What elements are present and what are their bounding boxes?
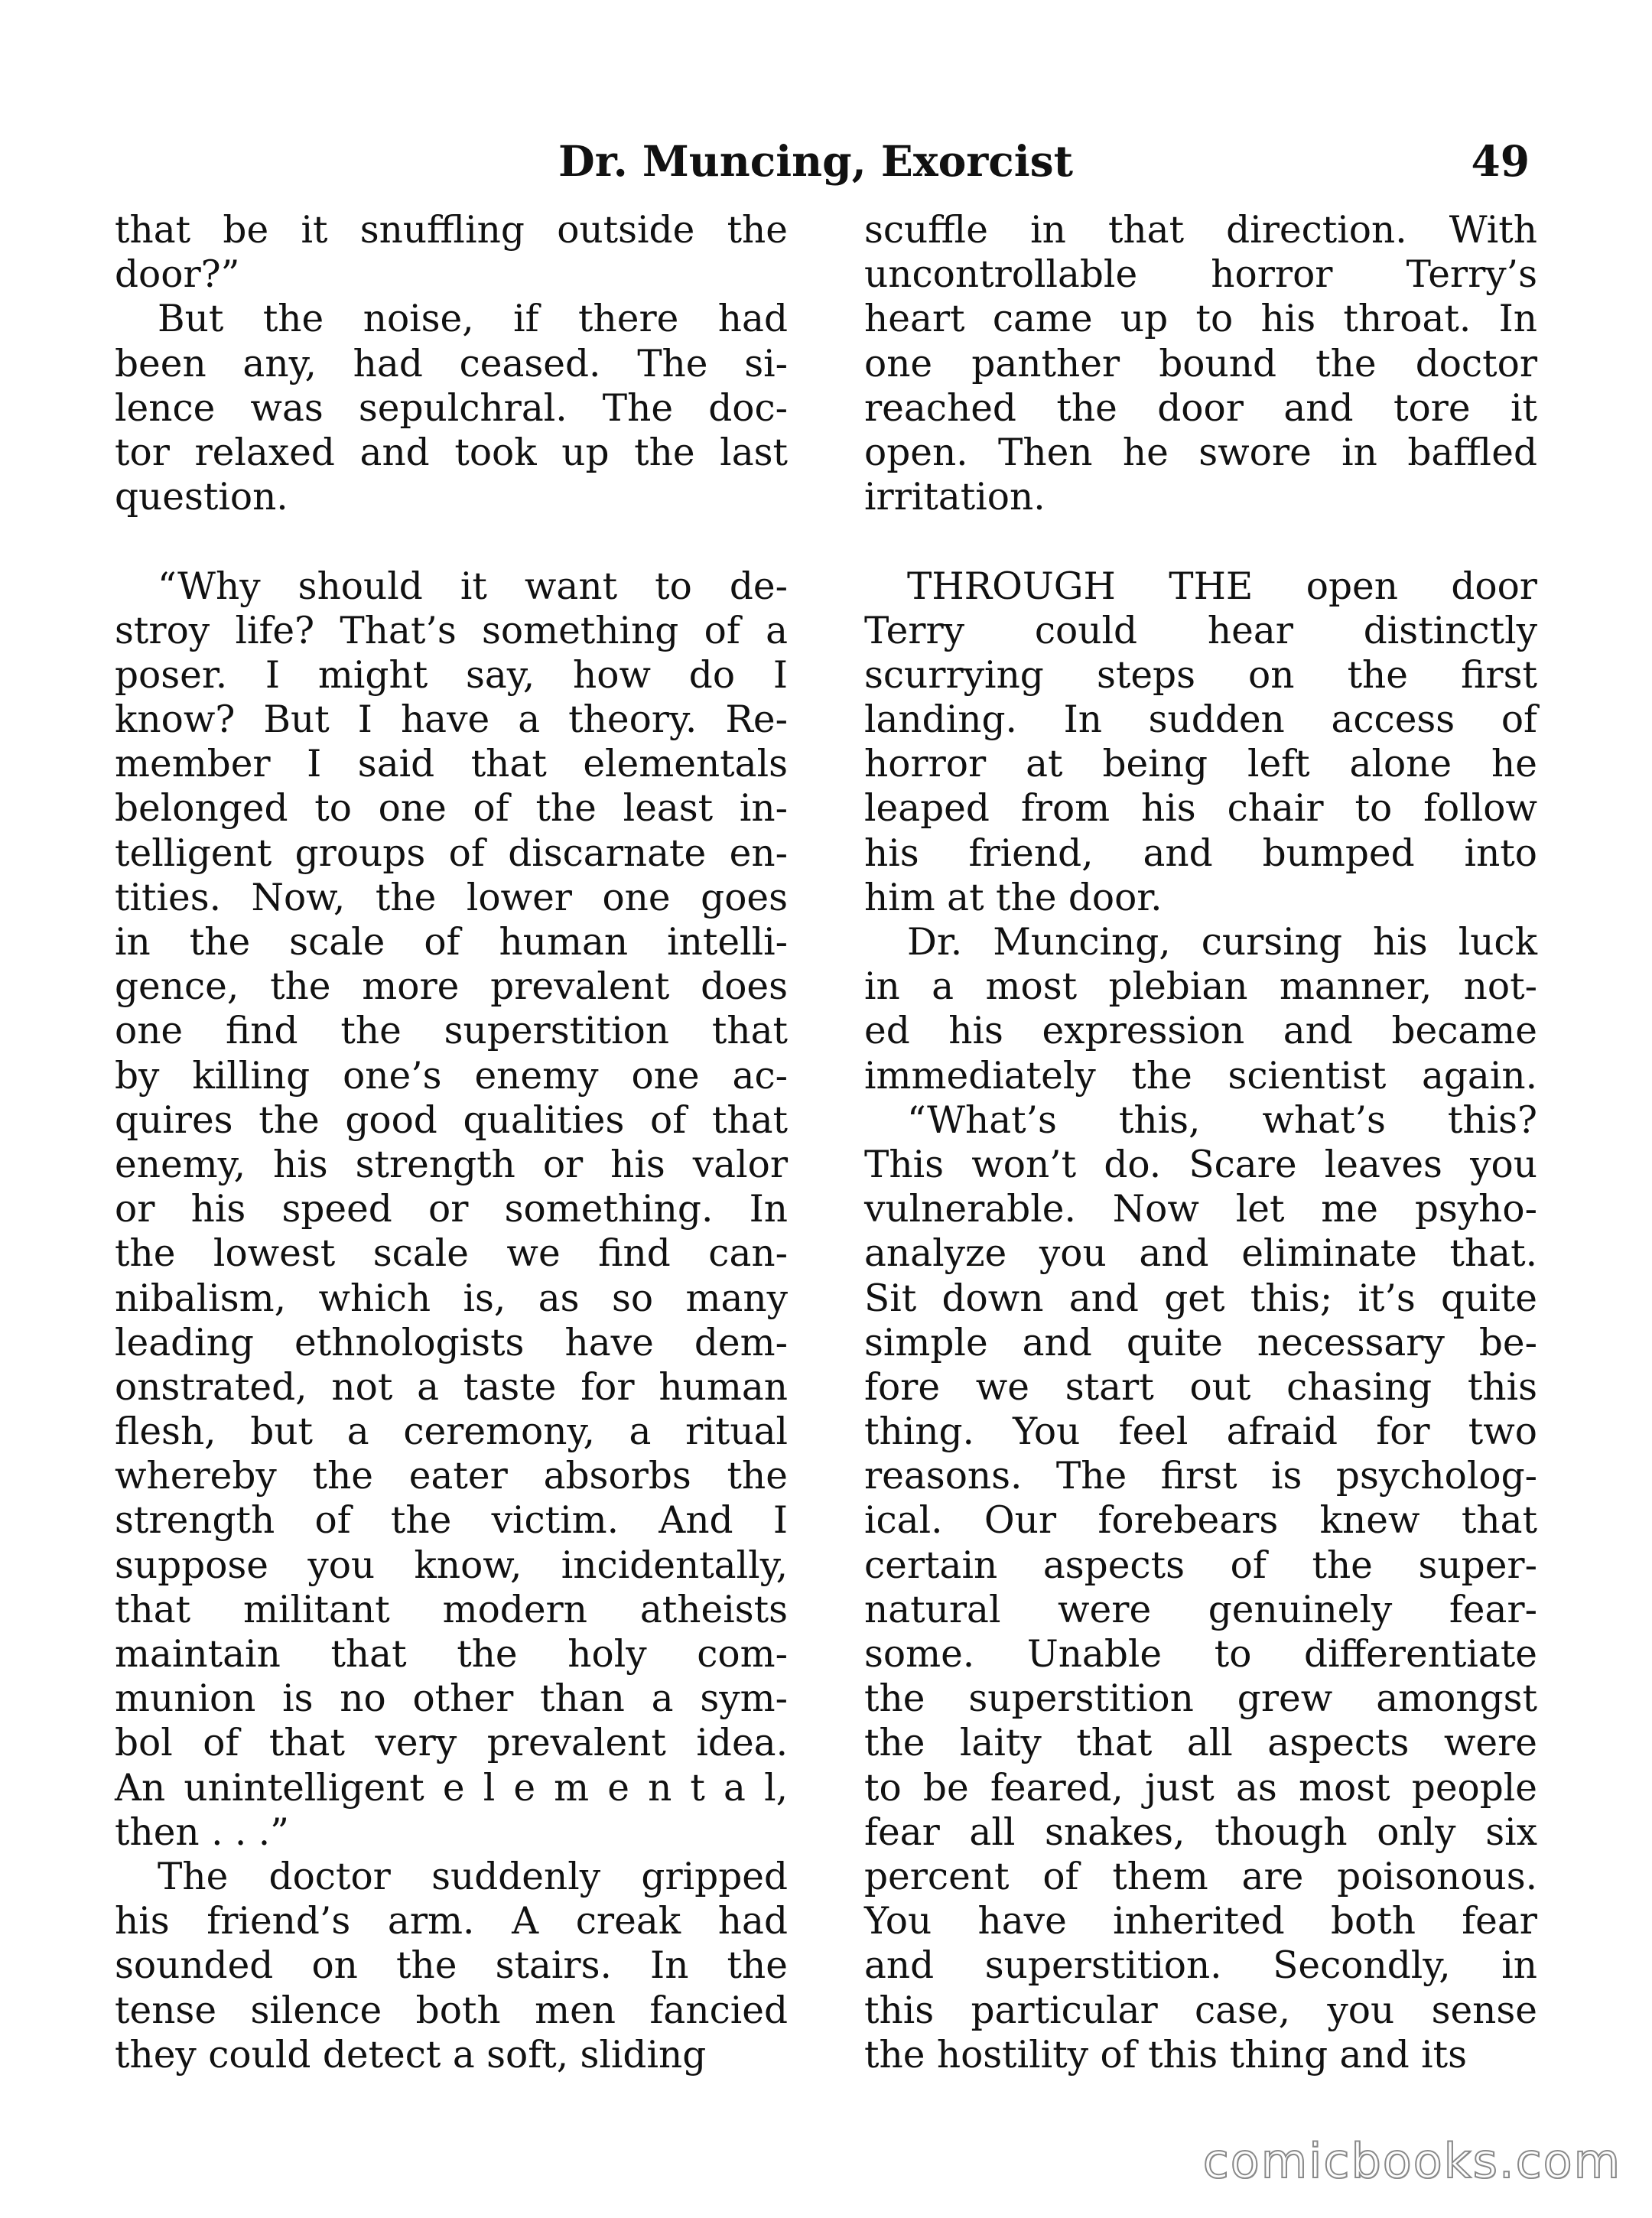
text-line: his friend, and bumped into (864, 831, 1537, 875)
text-line: Sit down and get this; it’s quite (864, 1276, 1537, 1320)
text-line: lence was sepulchral. The doc- (115, 386, 788, 430)
text-line: to be feared, just as most people (864, 1766, 1537, 1810)
text-line: Terry could hear distinctly (864, 609, 1537, 652)
text-line: tense silence both men fancied (115, 1989, 788, 2032)
text-line: “What’s this, what’s this? (907, 1098, 1537, 1142)
text-line: the hostility of this thing and its (864, 2033, 1468, 2077)
text-line: nibalism, which is, as so many (115, 1276, 788, 1320)
paragraph-gap (115, 519, 788, 564)
text-line: tities. Now, the lower one goes (115, 876, 788, 919)
text-line: The doctor suddenly gripped (158, 1855, 788, 1898)
text-line: poser. I might say, how do I (115, 653, 788, 697)
page-number: 49 (1471, 136, 1530, 186)
text-line: certain aspects of the super- (864, 1543, 1537, 1587)
text-line: thing. You feel afraid for two (864, 1410, 1537, 1454)
text-line: onstrated, not a taste for human (115, 1365, 788, 1409)
text-line: This won’t do. Scare leaves you (864, 1143, 1537, 1186)
text-line: quires the good qualities of that (115, 1098, 788, 1142)
text-line: him at the door. (864, 876, 1163, 919)
text-line: his friend’s arm. A creak had (115, 1900, 788, 1943)
text-line: “Why should it want to de- (158, 564, 788, 608)
watermark: comicbooks.com (1202, 2133, 1621, 2189)
text-line: fore we start out chasing this (864, 1365, 1537, 1409)
text-line: Dr. Muncing, cursing his luck (907, 921, 1537, 964)
text-line: immediately the scientist again. (864, 1054, 1537, 1098)
text-line: then . . .” (115, 1810, 289, 1854)
text-line: in the scale of human intelli- (115, 921, 788, 964)
text-line: suppose you know, incidentally, (115, 1543, 788, 1587)
text-line: uncontrollable horror Terry’s (864, 253, 1537, 297)
text-line: ical. Our forebears knew that (864, 1499, 1537, 1543)
text-line: munion is no other than a sym- (115, 1677, 788, 1721)
text-line: An unintelligent e l e m e n t a l, (115, 1766, 788, 1810)
text-line: leading ethnologists have dem- (115, 1321, 788, 1364)
text-line: horror at being left alone he (864, 743, 1537, 786)
running-header (0, 135, 1652, 188)
text-line: whereby the eater absorbs the (115, 1455, 788, 1498)
text-line: some. Unable to differentiate (864, 1633, 1537, 1676)
text-line: the laity that all aspects were (864, 1722, 1537, 1765)
text-line: by killing one’s enemy one ac- (115, 1054, 788, 1098)
text-line: flesh, but a ceremony, a ritual (115, 1410, 788, 1454)
left-text-column (115, 208, 788, 2077)
text-line: THROUGH THE open door (907, 564, 1537, 608)
text-line: percent of them are poisonous. (864, 1855, 1537, 1898)
text-line: reached the door and tore it (864, 386, 1537, 430)
text-line: that be it snuffling outside the (115, 209, 788, 252)
text-line: know? But I have a theory. Re- (115, 698, 788, 742)
text-line: this particular case, you sense (864, 1989, 1537, 2032)
text-line: enemy, his strength or his valor (115, 1143, 788, 1186)
running-title: Dr. Muncing, Exorcist (558, 136, 1074, 186)
text-line: gence, the more prevalent does (115, 965, 788, 1009)
text-line: ed his expression and became (864, 1010, 1537, 1053)
text-line: scurrying steps on the first (864, 653, 1537, 697)
text-line: or his speed or something. In (115, 1188, 788, 1231)
text-line: the lowest scale we find can- (115, 1232, 788, 1276)
text-line: belonged to one of the least in- (115, 787, 788, 831)
text-line: scuffle in that direction. With (864, 209, 1537, 252)
text-line: sounded on the stairs. In the (115, 1944, 788, 1988)
text-line: But the noise, if there had (158, 298, 788, 341)
text-line: the superstition grew amongst (864, 1677, 1537, 1721)
text-line: leaped from his chair to follow (864, 787, 1537, 831)
text-line: analyze you and eliminate that. (864, 1232, 1537, 1276)
right-text-column (864, 208, 1537, 2077)
text-line: strength of the victim. And I (115, 1499, 788, 1543)
text-line: vulnerable. Now let me psyho- (864, 1188, 1537, 1231)
text-line: heart came up to his throat. In (864, 298, 1537, 341)
text-line: and superstition. Secondly, in (864, 1944, 1537, 1988)
text-line: door?” (115, 253, 240, 297)
text-line: one panther bound the doctor (864, 342, 1537, 385)
text-line: they could detect a soft, sliding (115, 2033, 707, 2077)
text-line: landing. In sudden access of (864, 698, 1537, 742)
text-line: member I said that elementals (115, 743, 788, 786)
text-line: telligent groups of discarnate en- (115, 831, 788, 875)
text-line: question. (115, 476, 288, 519)
paragraph-gap (864, 519, 1537, 564)
text-line: bol of that very prevalent idea. (115, 1722, 788, 1765)
text-line: simple and quite necessary be- (864, 1321, 1537, 1364)
text-line: been any, had ceased. The si- (115, 342, 788, 385)
text-line: stroy life? That’s something of a (115, 609, 788, 652)
text-line: tor relaxed and took up the last (115, 431, 788, 474)
text-line: maintain that the holy com- (115, 1633, 788, 1676)
text-line: natural were genuinely fear- (864, 1588, 1537, 1631)
text-line: in a most plebian manner, not- (864, 965, 1537, 1009)
text-line: reasons. The first is psycholog- (864, 1455, 1537, 1498)
text-line: that militant modern atheists (115, 1588, 788, 1631)
text-line: fear all snakes, though only six (864, 1810, 1537, 1854)
text-line: open. Then he swore in baffled (864, 431, 1537, 474)
text-line: irritation. (864, 476, 1046, 519)
text-line: one find the superstition that (115, 1010, 788, 1053)
text-line: You have inherited both fear (864, 1900, 1537, 1943)
